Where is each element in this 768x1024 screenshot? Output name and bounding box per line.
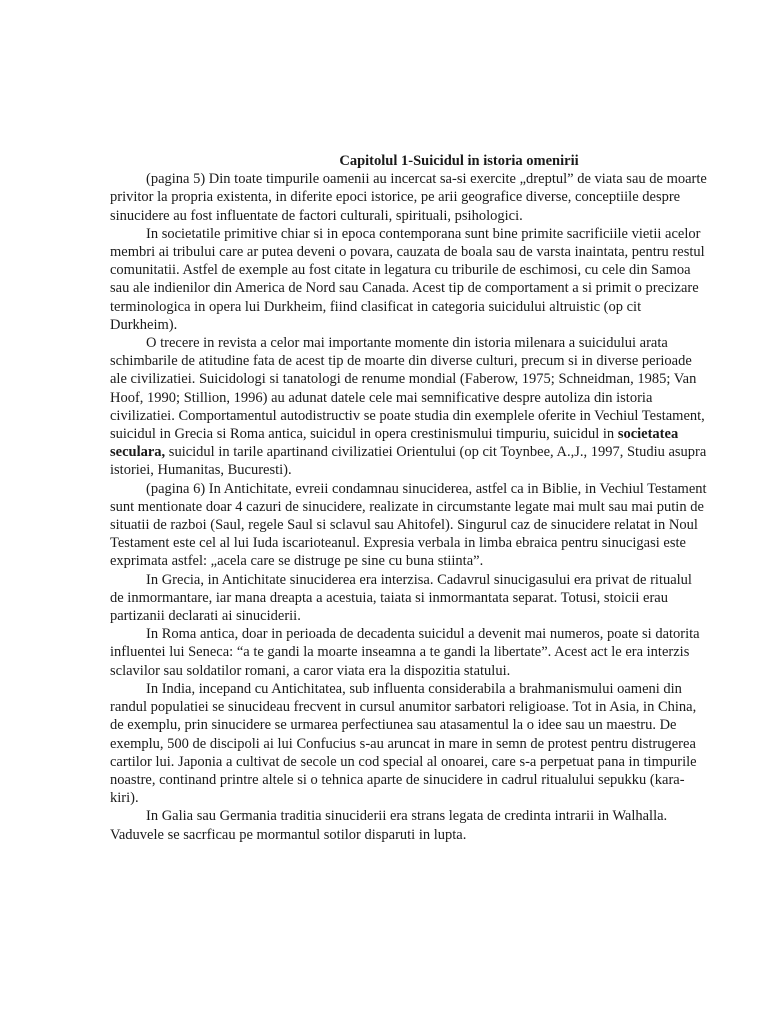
- chapter-title: Capitolul 1-Suicidul in istoria omenirii: [339, 153, 579, 169]
- paragraph-3-text-after: suicidul in tarile apartinand civilizatiei Orientului (op cit Toynbee, A.,J., 1997, Studiu asupra istoriei, Humanitas, Bucuresti).: [110, 444, 707, 479]
- paragraph-7: In India, incepand cu Antichitatea, sub influenta considerabila a brahmanismului oameni din randul populatiei se sinucideau frecvent in cursul anumitor sarbatori religioase. Tot in Asia, in China, de exemplu, prin sinucidere se urmarea perfectiunea sau atasamentul la o idee sau un maestru. De exemplu, 500 de discipoli ai lui Confucius s-au aruncat in mare in semn de protest pentru distrugerea cartilor lui. Japonia a cultivat de secole un cod special al onoarei, care s-a perpetuat pana in timpurile noastre, continand printre altele si o tehnica aparte de sinucidere in cadrul ritualului sepukku (kara-kiri).: [110, 680, 697, 807]
- paragraph-2: In societatile primitive chiar si in epoca contemporana sunt bine primite sacrificiile vietii acelor membri ai tribului care ar putea deveni o povara, cauzata de boala sau de varsta inaintata, pentru restul comunitatii. Astfel de exemple au fost citate in legatura cu triburile de eschimosi, cu cele din Samoa sau ale indienilor din America de Nord sau Canada. Acest tip de comportament a si primit o precizare terminologica in opera lui Durkheim, fiind clasificat in categoria suicidului altruistic (op cit Durkheim).: [110, 225, 705, 333]
- paragraph-8: In Galia sau Germania traditia sinuciderii era strans legata de credinta intrarii in Walhalla. Vaduvele se sacrficau pe mormantul sotilor disparuti in lupta.: [110, 808, 668, 843]
- paragraph-3-bold-term: societatea seculara,: [110, 426, 679, 461]
- paragraph-3: [110, 334, 708, 480]
- paragraph-4: (pagina 6) In Antichitate, evreii condamnau sinuciderea, astfel ca in Biblie, in Vechiul Testament sunt mentionate doar 4 cazuri de sinucidere, realizate in circumstante legate mai mult sau mai putin de situatii de razboi (Saul, regele Saul si sclavul sau Ahitofel). Singurul caz de sinucidere relatat in Noul Testament este cel al lui Iuda iscarioteanul. Expresia verbala in limba ebraica pentru sinucigasi este exprimata astfel: „acela care se distruge pe sine cu buna stiinta”.: [110, 480, 707, 570]
- paragraph-6: In Roma antica, doar in perioada de decadenta suicidul a devenit mai numeros, poate si datorita influentei lui Seneca: “a te gandi la moarte inseamna a te gandi la libertate”. Acest act le era interzis sclavilor sau soldatilor romani, a caror viata era la dispozitia statului.: [110, 626, 700, 679]
- paragraph-5: In Grecia, in Antichitate sinuciderea era interzisa. Cadavrul sinucigasului era privat de ritualul de inmormantare, iar mana dreapta a acestuia, taiata si inmormantata separat. Totusi, stoicii erau partizanii declarati ai sinuciderii.: [110, 571, 692, 625]
- paragraph-3-text-before: O trecere in revista a celor mai importante momente din istoria milenara a suicidului arata schimbarile de atitudine fata de acest tip de moarte din diverse culturi, precum si in diverse perioade ale civilizatiei. Suicidologi si tanatologi de renume mondial (Faberow, 1975; Schneidman, 1985; Van Hoof, 1990; Stillion, 1996) au adunat datele cele mai semnificative despre autoliza din istoria civilizatiei. Comportamentul autodistructiv se poate studia din exemplele oferite in Vechiul Testament, suicidul in Grecia si Roma antica, suicidul in opera crestinismului timpuriu, suicidul in: [110, 335, 705, 443]
- paragraph-1: (pagina 5) Din toate timpurile oamenii au incercat sa-si exercite „dreptul” de viata sau de moarte privitor la propria existenta, in diferite epoci istorice, pe arii geografice diverse, conceptiile despre sinucidere au fost influentate de factori culturali, spirituali, psihologici.: [110, 171, 707, 224]
